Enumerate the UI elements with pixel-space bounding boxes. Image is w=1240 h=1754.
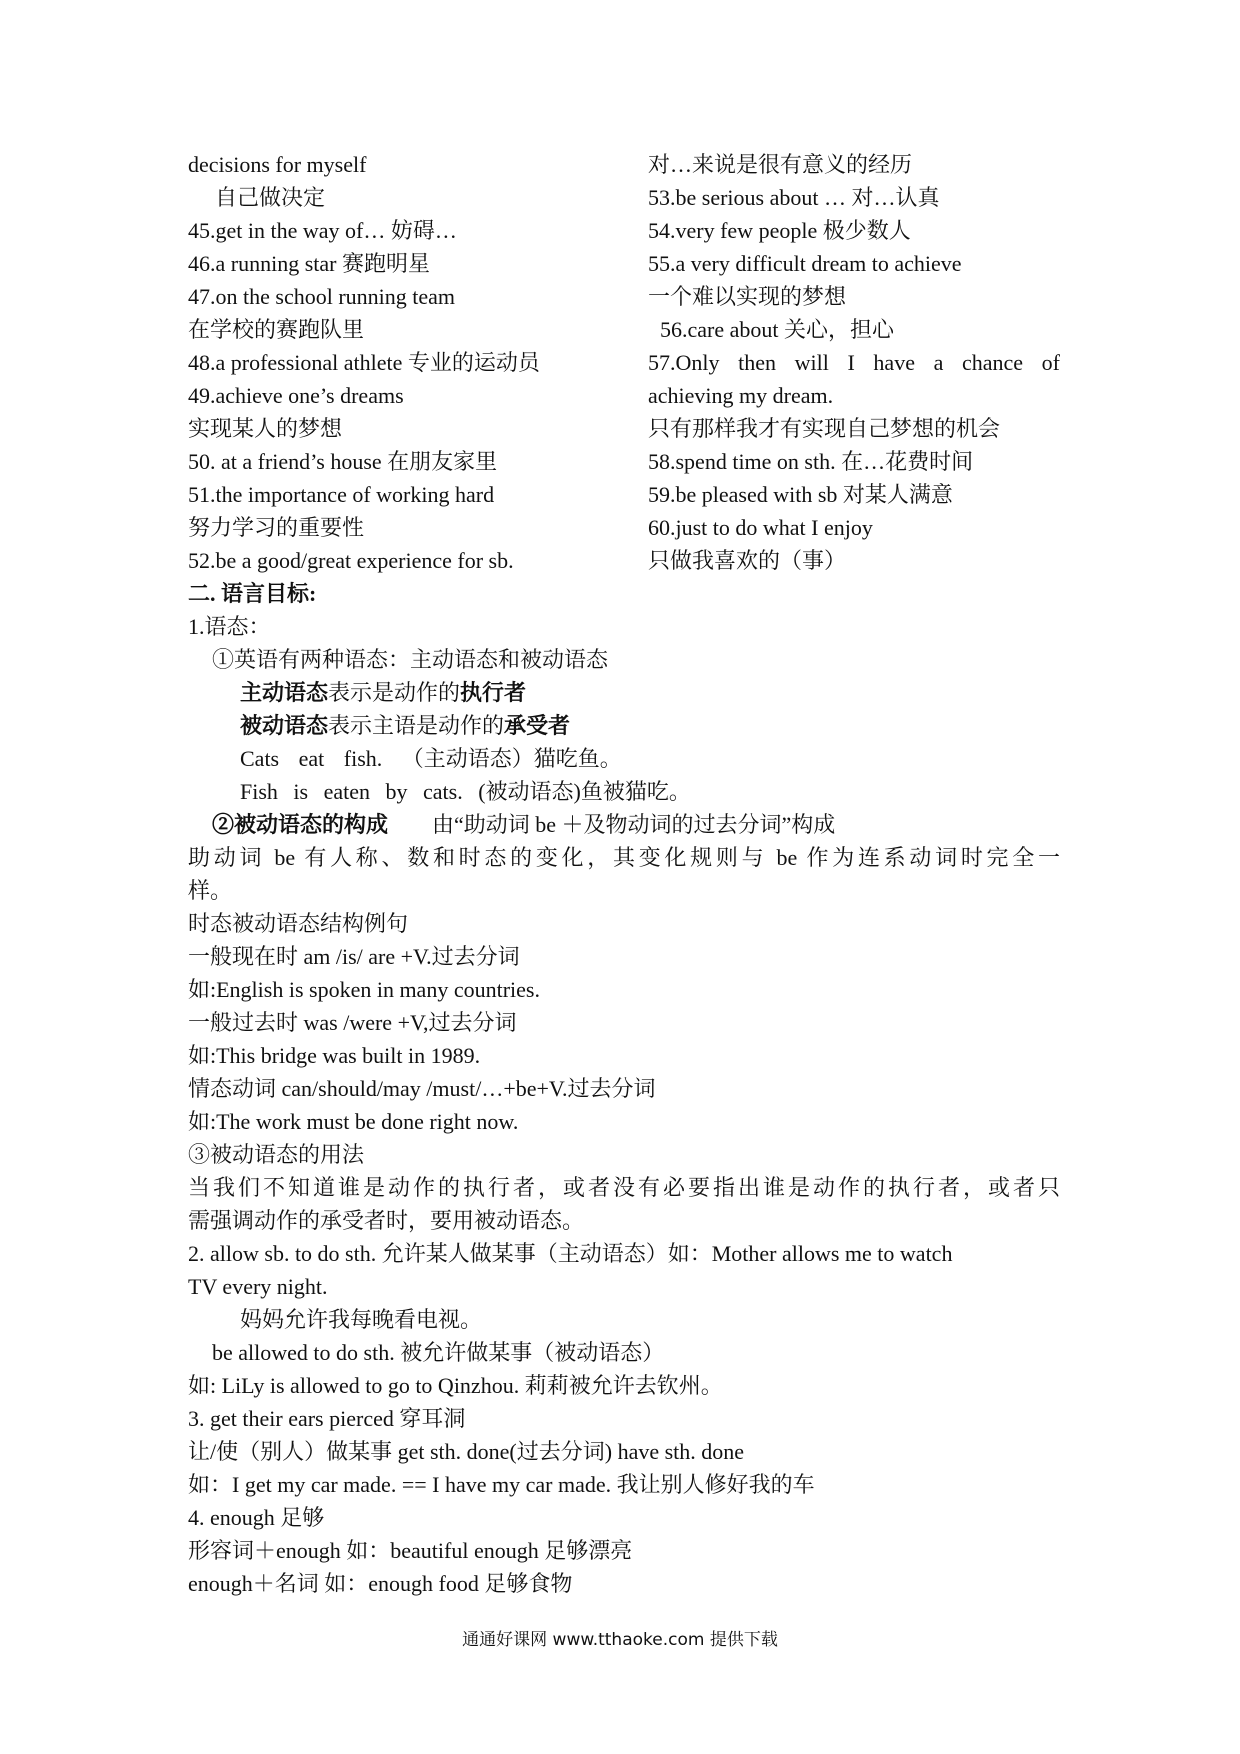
vocab-item: decisions for myself	[188, 152, 367, 177]
vocab-item: 一个难以实现的梦想	[648, 284, 847, 309]
vocab-item: 59.be pleased with sb 对某人满意	[648, 482, 953, 507]
allowed-phrase: be allowed to do sth. 被允许做某事（被动语态）	[212, 1340, 665, 1365]
enough-adjective: 形容词＋enough 如：beautiful enough 足够漂亮	[188, 1538, 633, 1563]
usage-note-end: 需强调动作的承受者时，要用被动语态。	[188, 1208, 585, 1233]
allow-phrase-end: TV every night.	[188, 1274, 328, 1299]
point-2-title: ②被动语态的构成	[212, 812, 389, 837]
vocab-item: 在学校的赛跑队里	[188, 317, 365, 342]
modal-example: 如:The work must be done right now.	[188, 1109, 519, 1134]
vocab-item: 自己做决定	[215, 185, 326, 210]
vocab-item: 54.very few people 极少数人	[648, 218, 911, 243]
vocab-item: 53.be serious about … 对…认真	[648, 185, 940, 210]
passive-voice-mid: 表示主语是动作的	[328, 713, 505, 738]
point-2-rule: 由“助动词 be ＋及物动词的过去分词”构成	[432, 812, 836, 837]
vocab-item: 55.a very difficult dream to achieve	[648, 251, 962, 276]
example-passive: Fish is eaten by cats. (被动语态)鱼被猫吃。	[240, 779, 691, 804]
vocab-item: 实现某人的梦想	[188, 416, 343, 441]
passive-voice-definition	[240, 711, 570, 741]
tense-table-header: 时态被动语态结构例句	[188, 911, 409, 936]
vocab-item: 努力学习的重要性	[188, 515, 365, 540]
vocab-item: 58.spend time on sth. 在…花费时间	[648, 449, 974, 474]
vocab-item: 对…来说是很有意义的经历	[648, 152, 913, 177]
usage-note: 当我们不知道谁是动作的执行者，或者没有必要指出谁是动作的执行者，或者只	[188, 1175, 1060, 1200]
vocab-item: 60.just to do what I enjoy	[648, 515, 873, 540]
footer-credit: 通通好课网 www.tthaoke.com 提供下载	[462, 1630, 778, 1650]
aux-verb-note: 助动词 be 有人称、数和时态的变化，其变化规则与 be 作为连系动词时完全一	[188, 845, 1060, 870]
point-3: ③被动语态的用法	[188, 1142, 365, 1167]
vocab-item: 47.on the school running team	[188, 284, 456, 309]
vocab-item: 50. at a friend’s house 在朋友家里	[188, 449, 498, 474]
vocab-item: achieving my dream.	[648, 383, 834, 408]
modal-structure: 情态动词 can/should/may /must/…+be+V.过去分词	[188, 1076, 656, 1101]
vocab-item: 51.the importance of working hard	[188, 482, 495, 507]
present-tense-structure: 一般现在时 am /is/ are +V.过去分词	[188, 944, 520, 969]
aux-verb-note-end: 样。	[188, 878, 233, 903]
vocab-item: 52.be a good/great experience for sb.	[188, 548, 514, 573]
vocab-item: 45.get in the way of… 妨碍…	[188, 218, 457, 243]
vocab-item: 57.Only then will I have a chance of	[648, 350, 1060, 375]
passive-voice-end: 承受者	[504, 713, 571, 738]
point-2	[212, 810, 835, 840]
past-tense-structure: 一般过去时 was /were +V,过去分词	[188, 1010, 517, 1035]
vocab-item: 46.a running star 赛跑明星	[188, 251, 430, 276]
vocab-item: 49.achieve one’s dreams	[188, 383, 404, 408]
section-heading: 二. 语言目标:	[188, 581, 317, 606]
vocab-item: 只做我喜欢的（事）	[648, 548, 847, 573]
point-1: ①英语有两种语态：主动语态和被动语态	[212, 647, 609, 672]
enough-title: 4. enough 足够	[188, 1505, 325, 1530]
vocab-item: 56.care about 关心，担心	[660, 317, 894, 342]
causative-example: 如：I get my car made. == I have my car made. 我让别人修好我的车	[188, 1472, 815, 1497]
active-voice-term: 主动语态	[240, 680, 329, 705]
allowed-example: 如: LiLy is allowed to go to Qinzhou. 莉莉被允许去钦州。	[188, 1373, 723, 1398]
example-active: Cats eat fish. （主动语态）猫吃鱼。	[240, 746, 622, 771]
active-voice-definition	[240, 678, 526, 708]
vocab-item: 只有那样我才有实现自己梦想的机会	[648, 416, 1001, 441]
allow-phrase: 2. allow sb. to do sth. 允许某人做某事（主动语态）如：Mother allows me to watch	[188, 1241, 953, 1266]
active-voice-end: 执行者	[460, 680, 527, 705]
voice-title: 1.语态：	[188, 614, 271, 639]
allow-translation: 妈妈允许我每晚看电视。	[240, 1307, 483, 1332]
passive-voice-term: 被动语态	[240, 713, 329, 738]
present-tense-example: 如:English is spoken in many countries.	[188, 977, 540, 1002]
enough-noun: enough＋名词 如：enough food 足够食物	[188, 1571, 573, 1596]
causative-phrase: 让/使（别人）做某事 get sth. done(过去分词) have sth. done	[188, 1439, 745, 1464]
vocab-item: 48.a professional athlete 专业的运动员	[188, 350, 540, 375]
past-tense-example: 如:This bridge was built in 1989.	[188, 1043, 481, 1068]
pierced-phrase: 3. get their ears pierced 穿耳洞	[188, 1406, 466, 1431]
active-voice-mid: 表示是动作的	[328, 680, 461, 705]
